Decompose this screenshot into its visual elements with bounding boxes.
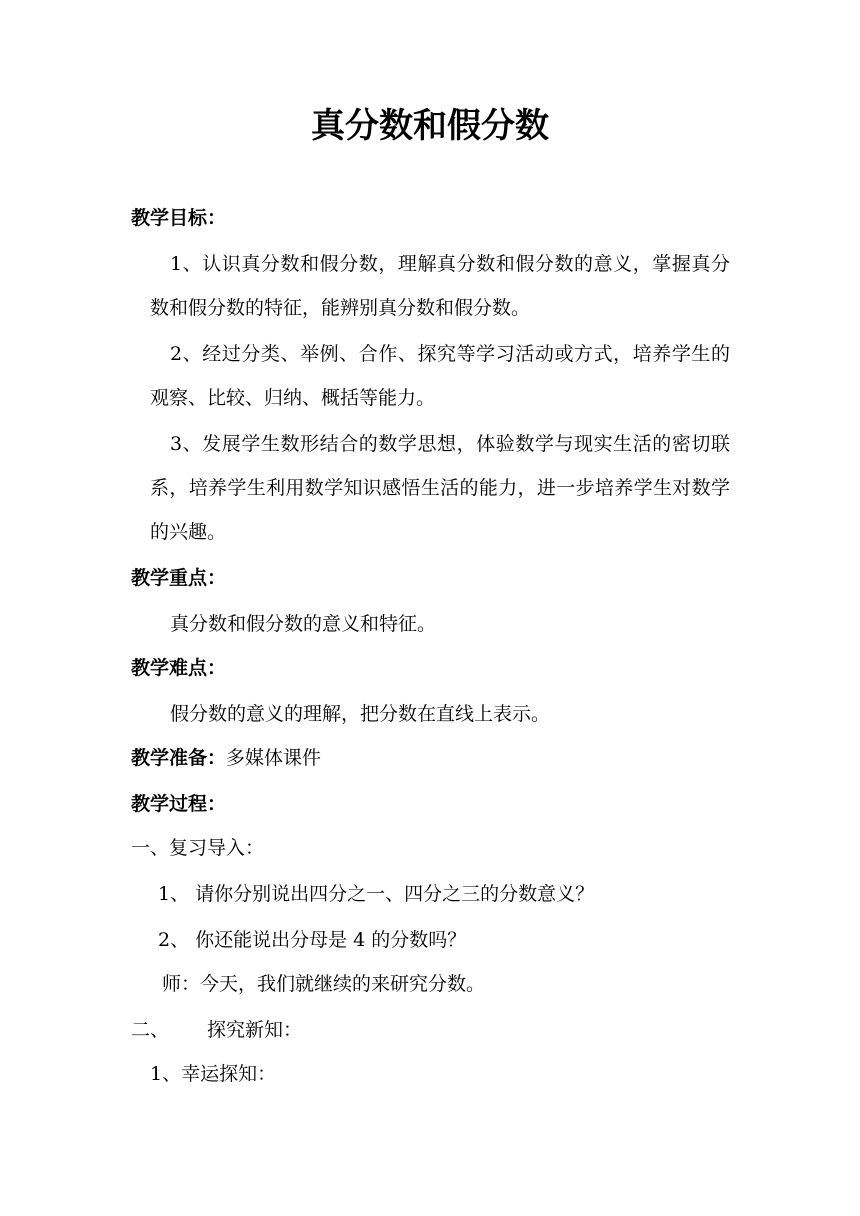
objective-2-line-2: 观察、比较、归纳、概括等能力。 — [150, 387, 436, 409]
preparation-text: 多媒体课件 — [226, 747, 322, 769]
section-2-number: 二、 — [131, 1019, 170, 1041]
section-2-heading — [131, 1018, 302, 1042]
preparation-heading: 教学准备： — [131, 747, 227, 769]
objectives-heading: 教学目标： — [131, 207, 227, 229]
process-heading: 教学过程： — [131, 793, 227, 815]
difficulties-heading: 教学难点： — [131, 657, 227, 679]
review-question-1: 1、 请你分别说出四分之一、四分之三的分数意义？ — [158, 883, 595, 905]
key-points-text: 真分数和假分数的意义和特征。 — [170, 613, 437, 635]
objective-3-line-1: 3、发展学生数形结合的数学思想，体验数学与现实生活的密切联 — [170, 433, 730, 455]
teacher-statement: 师：今天，我们就继续的来研究分数。 — [162, 973, 486, 995]
difficulties-text: 假分数的意义的理解，把分数在直线上表示。 — [170, 703, 551, 725]
key-points-heading: 教学重点： — [131, 567, 227, 589]
section-2-text: 探究新知： — [207, 1019, 303, 1041]
document-title: 真分数和假分数 — [311, 106, 549, 146]
objective-1-line-1: 1、认识真分数和假分数，理解真分数和假分数的意义，掌握真分 — [170, 253, 730, 275]
section-1-heading: 一、复习导入： — [131, 837, 265, 859]
objective-3-line-2: 系，培养学生利用数学知识感悟生活的能力，进一步培养学生对数学 — [150, 477, 730, 499]
subsection-1-heading: 1、幸运探知： — [150, 1063, 277, 1085]
preparation-line — [131, 746, 321, 770]
review-question-2: 2、 你还能说出分母是 4 的分数吗？ — [158, 929, 467, 951]
objective-2-line-1: 2、经过分类、举例、合作、探究等学习活动或方式，培养学生的 — [170, 343, 730, 365]
objective-3-line-3: 的兴趣。 — [150, 521, 227, 543]
objective-1-line-2: 数和假分数的特征，能辨别真分数和假分数。 — [150, 297, 531, 319]
